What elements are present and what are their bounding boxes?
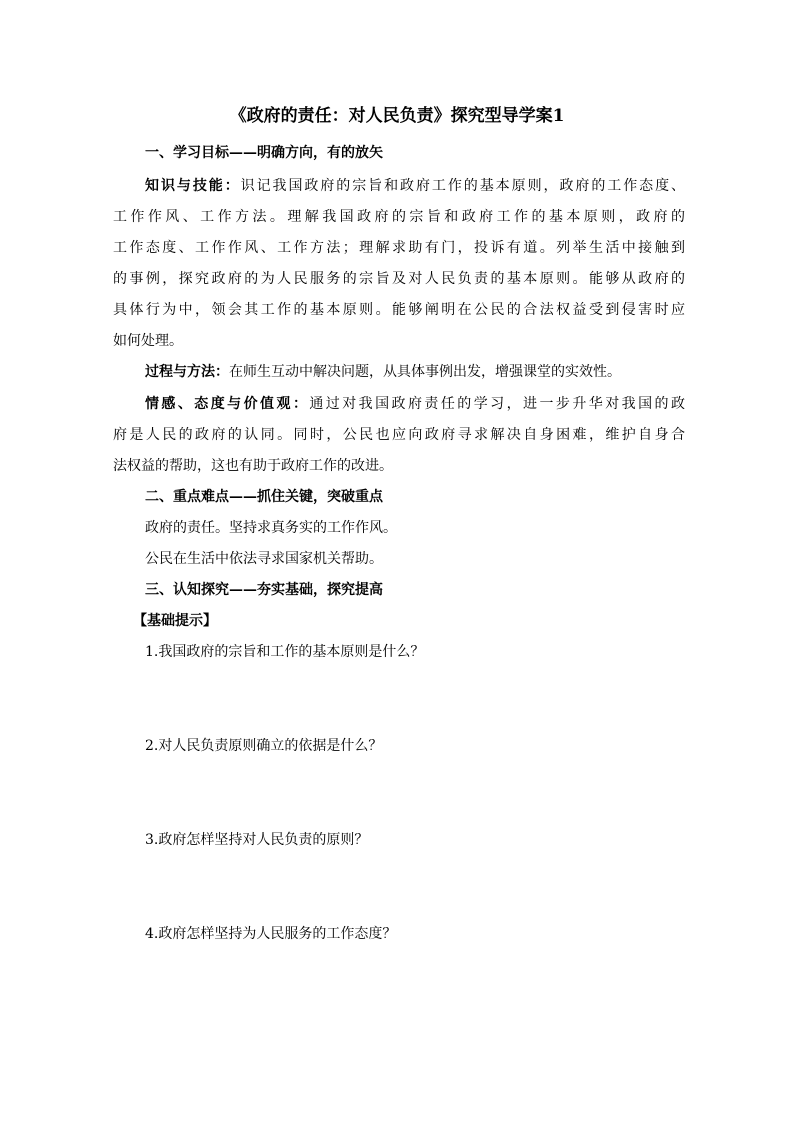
question-2: 2.对人民负责原则确立的依据是什么？ — [145, 738, 383, 754]
knowledge-line-4: 的事例，探究政府的为人民服务的宗旨及对人民负责的基本原则。能够从政府的 — [113, 271, 685, 287]
section2-heading: 二、重点难点——抓住关键，突破重点 — [145, 489, 383, 505]
knowledge-line-3: 工作态度、工作作风、工作方法；理解求助有门，投诉有道。列举生活中接触到 — [113, 240, 685, 256]
emotion-line-1 — [145, 394, 685, 414]
knowledge-line-6: 如何处理。 — [113, 333, 183, 349]
emotion-label: 情感、态度与价值观 — [145, 396, 293, 412]
basic-hints-subheading: 【基础提示】 — [133, 613, 217, 629]
document-title: 《政府的责任：对人民负责》探究型导学案1 — [229, 106, 565, 126]
knowledge-colon: ： — [224, 178, 241, 194]
section3-heading: 三、认知探究——夯实基础，探究提高 — [145, 582, 383, 598]
question-4: 4.政府怎样坚持为人民服务的工作态度？ — [145, 926, 397, 942]
emotion-line-2: 府是人民的政府的认同。同时，公民也应向政府寻求解决自身困难，维护自身合 — [113, 427, 685, 443]
key-point-1: 政府的责任。坚持求真务实的工作作风。 — [145, 520, 397, 536]
emotion-colon: ： — [292, 396, 310, 412]
question-1: 1.我国政府的宗旨和工作的基本原则是什么？ — [145, 644, 425, 660]
knowledge-line-2: 工作作风、工作方法。理解我国政府的宗旨和政府工作的基本原则，政府的 — [113, 209, 685, 225]
knowledge-line-1 — [145, 176, 685, 196]
question-3: 3.政府怎样坚持对人民负责的原则？ — [145, 832, 369, 848]
emotion-text-1: 通过对我国政府责任的学习，进一步升华对我国的政 — [309, 396, 685, 412]
process-line — [145, 362, 685, 382]
knowledge-text-1: 识记我国政府的宗旨和政府工作的基本原则，政府的工作态度、 — [240, 178, 686, 194]
key-point-2: 公民在生活中依法寻求国家机关帮助。 — [145, 551, 383, 567]
section1-heading: 一、学习目标——明确方向，有的放矢 — [145, 145, 383, 161]
process-label: 过程与方法 — [145, 364, 215, 380]
emotion-line-3: 法权益的帮助，这也有助于政府工作的改进。 — [113, 458, 393, 474]
knowledge-line-5: 具体行为中，领会其工作的基本原则。能够阐明在公民的合法权益受到侵害时应 — [113, 302, 685, 318]
process-text: 在师生互动中解决问题，从具体事例出发，增强课堂的实效性。 — [229, 364, 621, 380]
process-colon: ： — [215, 364, 229, 380]
knowledge-label: 知识与技能 — [145, 178, 225, 194]
